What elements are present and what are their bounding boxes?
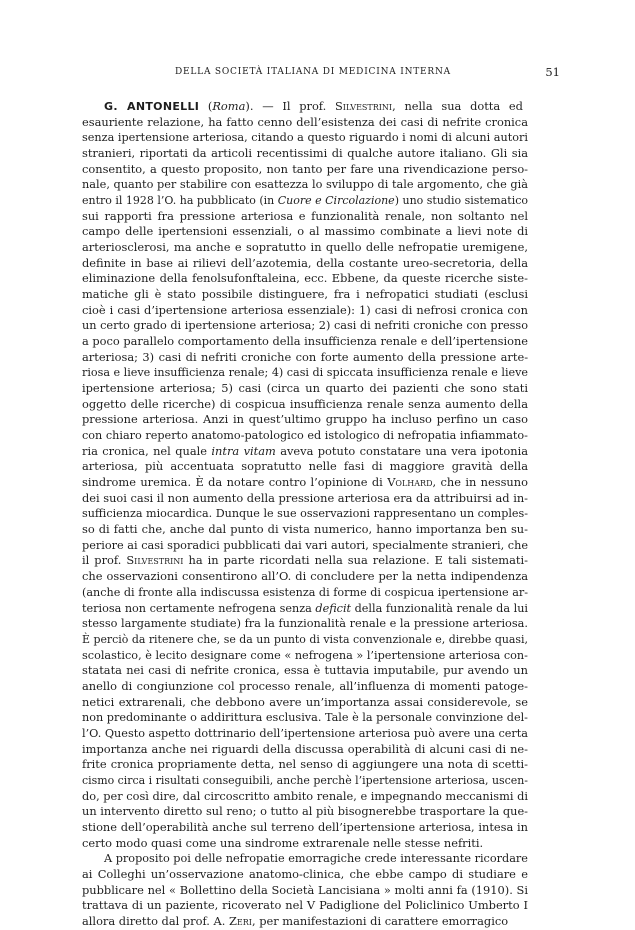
text-segment: stranieri, riportati da articoli recentissimi di qualche autore italiano. Gli sia xyxy=(82,146,528,161)
text-segment: entro il 1928 l’O. ha pubblicato (in xyxy=(82,193,278,208)
small-caps-name: Silvestrini xyxy=(334,99,393,113)
text-segment: campo delle ipertensioni essenziali, o al massimo combinate a lievi note di xyxy=(82,224,528,239)
text-line xyxy=(82,569,528,585)
text-segment: (anche di fronte alla indiscussa esistenza di forme di cospicua ipertensione ar- xyxy=(82,584,528,599)
text-segment: pubblicare nel « Bollettino della Società Lancisiana » molti anni fa (1910). Si xyxy=(82,882,528,897)
text-line xyxy=(82,648,528,664)
small-caps-name: Silvestrini xyxy=(126,553,184,568)
text-line xyxy=(82,836,528,852)
text-line xyxy=(82,820,528,836)
text-line xyxy=(82,224,528,240)
running-header xyxy=(90,67,560,83)
text-line xyxy=(82,616,528,632)
text-segment: teriosa non certamente nefrogena senza xyxy=(82,600,316,615)
text-segment: con chiaro reperto anatomo-patologico ed istologico di nefropatia infiammato- xyxy=(82,428,528,443)
text-line xyxy=(82,334,528,350)
text-segment: frite cronica propriamente detta, nel senso di aggiungere una nota di scetti- xyxy=(82,757,528,772)
text-line xyxy=(82,271,528,287)
text-line xyxy=(82,742,528,758)
text-segment: periore ai casi sporadici pubblicati dai vari autori, specialmente stranieri, che xyxy=(82,537,528,552)
text-segment: ipertensione arteriosa; 5) casi (circa un quarto dei pazienti che sono stati xyxy=(82,381,528,396)
text-segment: , per manifestazioni di carattere emorragico xyxy=(251,913,509,928)
text-line xyxy=(82,663,528,679)
text-line xyxy=(82,162,528,178)
text-segment: a poco parallelo comportamento della insufficienza renale e dell’ipertensione xyxy=(82,334,528,349)
text-segment: stione dell’operabilità anche sul terreno dell’ipertensione arteriosa, intesa in xyxy=(82,819,528,834)
text-segment: ha in parte ricordati nella sua relazione. E tali sistemati- xyxy=(183,553,528,568)
text-segment: ) uno studio sistematico xyxy=(394,193,528,208)
text-segment: do, per così dire, dal circoscritto ambito renale, e impegnando meccanismi di xyxy=(82,788,528,803)
text-segment: l’O. Questo aspetto dottrinario dell’ipertensione arteriosa può avere una certa xyxy=(82,725,528,740)
text-line xyxy=(82,115,528,131)
italic-text: Roma xyxy=(212,99,246,113)
text-segment: oggetto delle ricerche) di cospicua insufficienza renale senza aumento della xyxy=(82,396,528,411)
text-segment: matiche gli è stato possibile distinguere, fra i nefropatici studiati (esclusi xyxy=(82,287,528,302)
text-segment: arteriosa, più accentuata sopratutto nelle fasi di maggiore gravità della xyxy=(82,459,528,474)
running-title: DELLA SOCIETÀ ITALIANA DI MEDICINA INTERNA xyxy=(175,67,451,77)
text-line xyxy=(82,459,528,475)
text-segment: ai Colleghi un’osservazione anatomo-clinica, che ebbe campo di studiare e xyxy=(82,866,528,881)
small-caps-name: Volhard xyxy=(387,475,433,490)
text-segment: della funzionalità renale da lui xyxy=(351,600,528,615)
text-line xyxy=(82,804,528,820)
text-line xyxy=(82,506,528,522)
text-line xyxy=(82,710,528,726)
text-line xyxy=(82,381,528,397)
text-line xyxy=(82,898,528,914)
italic-text: intra vitam xyxy=(211,443,276,458)
text-segment: che osservazioni consentirono all’O. di concludere per la netta indipendenza xyxy=(82,569,528,584)
text-line xyxy=(82,146,528,162)
text-segment: arteriosa; 3) casi di nefriti croniche con forte aumento della pressione arte- xyxy=(82,349,528,364)
text-line xyxy=(82,522,528,538)
italic-text: Cuore e Circolazione xyxy=(277,193,395,208)
text-line xyxy=(82,350,528,366)
text-line xyxy=(82,773,528,789)
text-line xyxy=(82,851,528,867)
text-segment: netici extrarenali, che debbono avere un’importanza assai considerevole, se xyxy=(82,694,528,709)
text-line xyxy=(82,177,528,193)
text-line xyxy=(82,757,528,773)
text-line xyxy=(82,491,528,507)
text-segment: anello di congiunzione col processo renale, all’influenza di momenti patoge- xyxy=(82,678,528,693)
text-segment: senza ipertensione arteriosa, citando a questo riguardo i nomi di alcuni autori xyxy=(82,130,528,145)
text-line xyxy=(82,444,528,460)
text-segment: riosa e lieve insufficienza renale; 4) casi di spiccata insufficienza renale e lieve xyxy=(82,365,528,380)
text-line xyxy=(82,695,528,711)
text-line xyxy=(82,553,528,569)
text-line xyxy=(82,99,528,115)
text-segment: , che in nessuno xyxy=(432,475,528,490)
text-line xyxy=(82,130,528,146)
text-segment: scolastico, è lecito designare come « nefrogena » l’ipertensione arteriosa con- xyxy=(82,647,528,662)
text-segment: eliminazione della fenolsufonftaleina, ecc. Ebbene, da queste ricerche siste- xyxy=(82,271,528,286)
text-line xyxy=(82,428,528,444)
text-line xyxy=(82,883,528,899)
text-line xyxy=(82,679,528,695)
text-line xyxy=(82,726,528,742)
text-segment: esauriente relazione, ha fatto cenno dell’esistenza dei casi di nefrite cronica xyxy=(82,114,528,129)
text-segment: cioè i casi d’ipertensione arteriosa essenziale): 1) casi di nefrosi cronica con xyxy=(82,302,528,317)
text-segment: A proposito poi delle nefropatie emorragiche crede interessante ricordare xyxy=(104,851,528,866)
italic-text: deficit xyxy=(315,600,352,615)
text-line xyxy=(82,193,528,209)
text-segment: aveva potuto constatare una vera ipotonia xyxy=(275,443,528,458)
text-line xyxy=(82,601,528,617)
text-line xyxy=(82,475,528,491)
author-name: G. ANTONELLI xyxy=(104,100,200,113)
text-line xyxy=(82,256,528,272)
text-segment: È perciò da ritenere che, se da un punto di vista convenzionale e, direbbe quasi, xyxy=(82,631,528,646)
text-segment: sindrome uremica. È da notare contro l’opinione di xyxy=(82,475,388,490)
text-line xyxy=(82,365,528,381)
text-segment: certo modo quasi come una sindrome extrarenale nelle stesse nefriti. xyxy=(82,835,484,850)
text-segment: ( xyxy=(199,99,213,113)
text-line xyxy=(82,287,528,303)
text-segment: importanza anche nei riguardi della discussa operabilità di alcuni casi di ne- xyxy=(82,741,528,756)
text-segment: nale, quanto per stabilire con esattezza lo sviluppo di tale argomento, che già xyxy=(82,177,528,192)
text-line xyxy=(82,867,528,883)
text-segment: ). — Il prof. xyxy=(245,99,335,113)
text-segment: cismo circa i risultati conseguibili, anche perchè l’ipertensione arteriosa, uscen- xyxy=(82,772,528,787)
text-line xyxy=(82,585,528,601)
text-line xyxy=(82,318,528,334)
text-segment: definite in base ai rilievi dell’azotemia, della costante ureo-secretoria, della xyxy=(82,255,528,270)
page-number: 51 xyxy=(545,65,560,79)
text-segment: consentito, a questo proposito, non tanto per fare una rivendicazione perso- xyxy=(82,161,528,176)
small-caps-name: Zeri xyxy=(229,913,252,928)
text-line xyxy=(82,538,528,554)
text-segment: non predominante o addirittura esclusiva. Tale è la personale convinzione del- xyxy=(82,710,528,725)
text-segment: sufficienza miocardica. Dunque le sue osservazioni rappresentano un comples- xyxy=(82,506,528,521)
text-segment: arteriosclerosi, ma anche e sopratutto in quello delle nefropatie uremigene, xyxy=(82,240,528,255)
text-line xyxy=(82,632,528,648)
text-segment: ria cronica, nel quale xyxy=(82,443,212,458)
text-segment: pressione arteriosa. Anzi in quest’ultimo gruppo ha incluso perfino un caso xyxy=(82,412,528,427)
text-segment: allora diretto dal prof. A. xyxy=(82,913,230,928)
text-segment: sui rapporti fra pressione arteriosa e funzionalità renale, non soltanto nel xyxy=(82,208,528,223)
text-line xyxy=(82,303,528,319)
text-segment: un intervento diretto sul reno; o tutto al più bisognerebbe trasportare la que- xyxy=(82,804,528,819)
text-line xyxy=(82,789,528,805)
text-line xyxy=(82,240,528,256)
text-segment: un certo grado di ipertensione arteriosa; 2) casi di nefriti croniche con presso xyxy=(82,318,528,333)
text-segment: so di fatti che, anche dal punto di vista numerico, hanno importanza ben su- xyxy=(82,522,528,537)
text-segment: il prof. xyxy=(82,553,127,568)
text-line xyxy=(82,209,528,225)
text-line xyxy=(82,397,528,413)
text-segment: stesso largamente studiate) fra la funzionalità renale e la pressione arteriosa. xyxy=(82,616,528,631)
text-segment: trattava di un paziente, ricoverato nel V Padiglione del Policlinico Umberto I xyxy=(82,898,528,913)
text-segment: statata nei casi di nefrite cronica, essa è tuttavia imputabile, pur avendo un xyxy=(82,663,528,678)
text-line xyxy=(82,412,528,428)
text-segment: dei suoi casi il non aumento della pressione arteriosa era da attribuirsi ad in- xyxy=(82,490,528,505)
text-line xyxy=(82,914,528,930)
body-text xyxy=(82,99,528,930)
text-segment: , nella sua dotta ed xyxy=(392,99,523,113)
